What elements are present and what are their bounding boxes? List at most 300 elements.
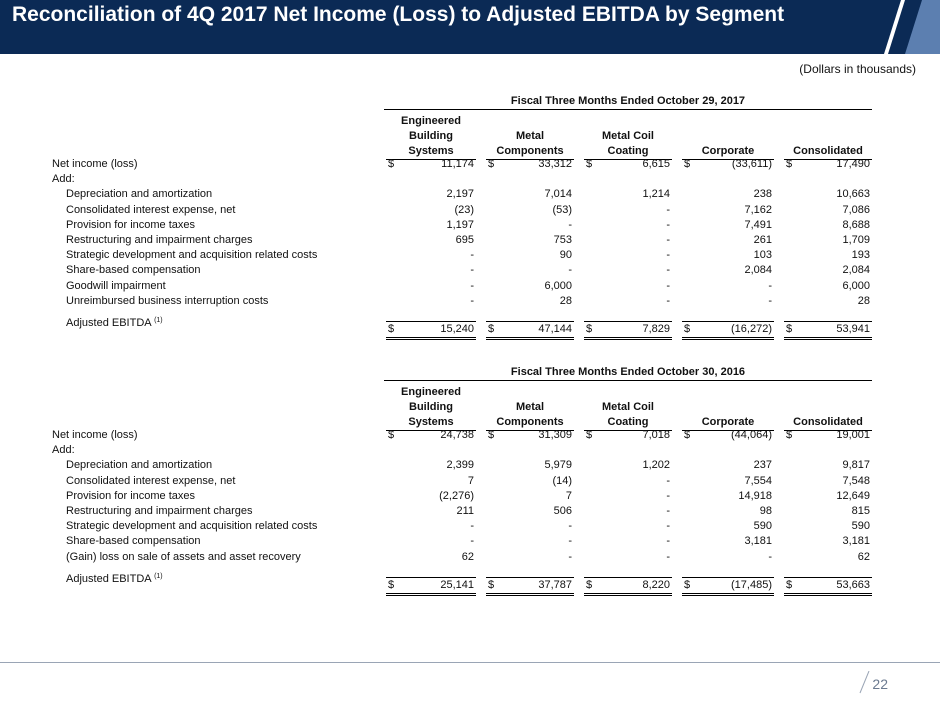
cell-value: - <box>666 489 670 502</box>
value-cell <box>386 279 476 294</box>
total-row <box>0 572 940 592</box>
column-header <box>486 386 574 431</box>
row-label: Net income (loss) <box>52 158 138 170</box>
cell-value: - <box>768 294 772 307</box>
cell-value: 1,202 <box>642 459 670 472</box>
value-cell <box>486 428 574 443</box>
cell-value: 1,197 <box>446 218 474 231</box>
cell-value: 815 <box>851 505 870 517</box>
row-label: (Gain) loss on sale of assets and asset recovery <box>66 550 301 563</box>
cell-value: 261 <box>753 234 772 246</box>
total-value: 53,941 <box>836 323 870 335</box>
cell-value: 3,181 <box>842 535 870 548</box>
column-header-line: Consolidated <box>784 415 872 431</box>
value-cell <box>584 443 672 458</box>
cell-value: - <box>666 505 670 517</box>
column-header-line: Components <box>486 415 574 431</box>
footer-divider <box>0 662 940 663</box>
value-cell <box>386 489 476 504</box>
cell-value: 62 <box>461 550 474 563</box>
value-cell <box>386 474 476 489</box>
cell-value: (2,276) <box>439 489 474 502</box>
value-cell <box>386 428 476 443</box>
value-cell <box>486 203 574 218</box>
cell-value: 3,181 <box>744 535 772 548</box>
cell-value: 211 <box>456 505 474 517</box>
row-label: Goodwill impairment <box>66 279 166 292</box>
units-note: (Dollars in thousands) <box>799 62 916 76</box>
value-cell <box>682 172 774 187</box>
cell-value: 7 <box>467 474 474 487</box>
column-header-line: Metal Coil <box>602 130 654 142</box>
dollar-sign: $ <box>684 323 691 335</box>
value-cell <box>784 428 872 443</box>
value-cell <box>584 233 672 248</box>
value-cell <box>486 504 574 519</box>
table-row <box>0 187 940 202</box>
cell-value: - <box>768 279 772 292</box>
value-cell <box>784 218 872 233</box>
cell-value: 7,491 <box>744 218 772 231</box>
total-row <box>0 316 940 336</box>
cell-value: 6,615 <box>642 158 670 170</box>
cell-value: - <box>666 203 670 216</box>
cell-value: 17,490 <box>836 158 870 170</box>
cell-value: (14) <box>552 474 572 487</box>
column-header <box>486 115 574 160</box>
value-cell <box>486 474 574 489</box>
cell-value: - <box>666 218 670 231</box>
cell-value: 7,086 <box>842 203 870 216</box>
cell-value: - <box>568 264 572 277</box>
page-title: Reconciliation of 4Q 2017 Net Income (Loss) to Adjusted EBITDA by Segment <box>12 3 785 26</box>
value-cell <box>682 428 774 443</box>
cell-value: 5,979 <box>544 459 572 472</box>
cell-value: 506 <box>553 505 572 517</box>
table-row <box>0 458 940 473</box>
value-cell <box>584 263 672 278</box>
table-row <box>0 172 940 187</box>
header-decoration-icon <box>0 0 940 54</box>
cell-value: 6,000 <box>544 279 572 292</box>
value-cell <box>386 248 476 263</box>
cell-value: 12,649 <box>836 489 870 502</box>
column-header <box>584 386 672 431</box>
column-header-line: Coating <box>584 144 672 160</box>
dollar-sign: $ <box>388 429 395 441</box>
table-row <box>0 550 940 565</box>
cell-value: 9,817 <box>842 459 870 472</box>
cell-value: - <box>568 535 572 548</box>
cell-value: - <box>666 294 670 307</box>
cell-value: - <box>470 535 474 548</box>
value-cell <box>682 504 774 519</box>
value-cell <box>682 279 774 294</box>
value-cell <box>784 203 872 218</box>
value-cell <box>682 519 774 534</box>
value-cell <box>386 504 476 519</box>
row-label: Share-based compensation <box>66 535 201 548</box>
column-header-line: Metal <box>515 130 545 142</box>
dollar-sign: $ <box>586 429 593 441</box>
total-label <box>66 572 163 587</box>
cell-value: 695 <box>455 234 474 246</box>
cell-value: 10,663 <box>836 188 870 201</box>
value-cell <box>784 294 872 309</box>
cell-value: 237 <box>753 459 772 472</box>
value-cell <box>682 187 774 202</box>
total-cell <box>584 321 672 340</box>
dollar-sign: $ <box>684 158 691 170</box>
cell-value: - <box>568 218 572 231</box>
value-cell <box>584 157 672 172</box>
cell-value: - <box>568 550 572 563</box>
value-cell <box>682 203 774 218</box>
cell-value: 11,174 <box>441 158 474 170</box>
cell-value: - <box>666 474 670 487</box>
value-cell <box>486 157 574 172</box>
value-cell <box>386 187 476 202</box>
row-label: Unreimbursed business interruption costs <box>66 294 269 307</box>
value-cell <box>784 172 872 187</box>
cell-value: 62 <box>857 550 870 563</box>
value-cell <box>486 263 574 278</box>
cell-value: 7,548 <box>842 474 870 487</box>
total-value: 15,240 <box>440 323 474 335</box>
value-cell <box>486 172 574 187</box>
cell-value: 7,162 <box>744 203 772 216</box>
value-cell <box>784 489 872 504</box>
column-header <box>682 386 774 431</box>
value-cell <box>682 550 774 565</box>
table-row <box>0 428 940 443</box>
value-cell <box>386 263 476 278</box>
cell-value: 1,214 <box>642 188 670 201</box>
cell-value: 28 <box>559 294 572 307</box>
value-cell <box>584 519 672 534</box>
period-header: Fiscal Three Months Ended October 29, 2017 <box>384 95 872 110</box>
value-cell <box>386 218 476 233</box>
total-value: 8,220 <box>642 578 670 591</box>
total-value: 37,787 <box>538 578 572 591</box>
column-header <box>784 115 872 160</box>
total-value: (16,272) <box>731 323 772 335</box>
cell-value: - <box>470 279 474 292</box>
dollar-sign: $ <box>786 323 793 335</box>
table-row <box>0 489 940 504</box>
value-cell <box>486 279 574 294</box>
cell-value: 7,018 <box>642 429 670 441</box>
value-cell <box>584 218 672 233</box>
page-slash-icon <box>858 671 870 695</box>
row-label: Share-based compensation <box>66 264 201 277</box>
value-cell <box>682 218 774 233</box>
value-cell <box>486 233 574 248</box>
dollar-sign: $ <box>388 578 395 591</box>
column-header-line: Systems <box>386 415 476 431</box>
table-row <box>0 534 940 549</box>
row-label: Net income (loss) <box>52 429 138 441</box>
value-cell <box>682 157 774 172</box>
cell-value: 590 <box>753 520 772 533</box>
total-cell <box>682 577 774 596</box>
value-cell <box>386 443 476 458</box>
dollar-sign: $ <box>684 429 691 441</box>
cell-value: - <box>666 264 670 277</box>
cell-value: 103 <box>753 249 772 262</box>
dollar-sign: $ <box>586 578 593 591</box>
row-label: Provision for income taxes <box>66 489 195 502</box>
total-cell <box>682 321 774 340</box>
table-row <box>0 504 940 519</box>
value-cell <box>486 550 574 565</box>
footnote-marker: (1) <box>154 572 163 580</box>
value-cell <box>784 233 872 248</box>
value-cell <box>584 203 672 218</box>
table-row <box>0 294 940 309</box>
value-cell <box>784 504 872 519</box>
value-cell <box>486 458 574 473</box>
table-row <box>0 203 940 218</box>
value-cell <box>584 294 672 309</box>
value-cell <box>682 248 774 263</box>
dollar-sign: $ <box>488 323 495 335</box>
total-cell <box>784 577 872 596</box>
total-value: (17,485) <box>731 578 772 591</box>
cell-value: - <box>470 264 474 277</box>
cell-value: - <box>768 550 772 563</box>
cell-value: 8,688 <box>842 218 870 231</box>
total-value: 7,829 <box>642 323 670 335</box>
value-cell <box>784 458 872 473</box>
cell-value: 238 <box>753 188 772 201</box>
cell-value: 2,084 <box>744 264 772 277</box>
value-cell <box>682 443 774 458</box>
column-header-line: Corporate <box>682 415 774 431</box>
value-cell <box>584 534 672 549</box>
column-header-line: Engineered <box>401 115 461 127</box>
column-header-line: Components <box>486 144 574 160</box>
value-cell <box>486 187 574 202</box>
column-header-line: Building <box>409 401 453 413</box>
period-header: Fiscal Three Months Ended October 30, 2016 <box>384 366 872 381</box>
value-cell <box>584 428 672 443</box>
table-row <box>0 157 940 172</box>
cell-value: 28 <box>857 294 870 307</box>
cell-value: 7,014 <box>544 188 572 201</box>
cell-value: - <box>666 520 670 533</box>
value-cell <box>584 504 672 519</box>
cell-value: 2,084 <box>842 264 870 277</box>
column-header <box>386 115 476 160</box>
value-cell <box>682 534 774 549</box>
value-cell <box>784 550 872 565</box>
value-cell <box>584 187 672 202</box>
cell-value: 33,312 <box>538 158 572 170</box>
cell-value: 1,709 <box>842 234 870 246</box>
cell-value: 193 <box>851 249 870 262</box>
total-cell <box>486 577 574 596</box>
value-cell <box>682 294 774 309</box>
table-row <box>0 233 940 248</box>
value-cell <box>784 474 872 489</box>
cell-value: (33,611) <box>731 158 772 170</box>
column-header <box>784 386 872 431</box>
table-row <box>0 218 940 233</box>
cell-value: (23) <box>454 203 474 216</box>
cell-value: 7,554 <box>744 474 772 487</box>
cell-value: - <box>666 535 670 548</box>
total-label-text: Adjusted EBITDA <box>66 572 151 585</box>
value-cell <box>386 203 476 218</box>
value-cell <box>584 172 672 187</box>
total-cell <box>584 577 672 596</box>
column-header-line: Building <box>409 130 453 142</box>
row-label: Restructuring and impairment charges <box>66 234 253 246</box>
value-cell <box>784 534 872 549</box>
table-row <box>0 474 940 489</box>
value-cell <box>386 550 476 565</box>
column-header-line: Metal Coil <box>602 401 654 413</box>
value-cell <box>584 248 672 263</box>
dollar-sign: $ <box>488 429 495 441</box>
total-value: 47,144 <box>538 323 572 335</box>
value-cell <box>386 519 476 534</box>
row-label: Depreciation and amortization <box>66 459 213 472</box>
value-cell <box>584 279 672 294</box>
column-header-line: Metal <box>515 401 545 413</box>
value-cell <box>682 489 774 504</box>
value-cell <box>486 489 574 504</box>
row-label: Restructuring and impairment charges <box>66 505 253 517</box>
cell-value: - <box>666 550 670 563</box>
total-value: 25,141 <box>440 578 474 591</box>
row-label: Provision for income taxes <box>66 218 195 231</box>
dollar-sign: $ <box>786 158 793 170</box>
row-label: Consolidated interest expense, net <box>66 203 236 216</box>
total-label <box>66 316 163 331</box>
row-label: Consolidated interest expense, net <box>66 474 236 487</box>
value-cell <box>784 263 872 278</box>
value-cell <box>486 294 574 309</box>
value-cell <box>784 187 872 202</box>
column-header-line: Consolidated <box>784 144 872 160</box>
value-cell <box>386 534 476 549</box>
value-cell <box>584 489 672 504</box>
cell-value: - <box>470 520 474 533</box>
cell-value: - <box>470 294 474 307</box>
value-cell <box>784 157 872 172</box>
total-cell <box>784 321 872 340</box>
value-cell <box>682 233 774 248</box>
column-header <box>386 386 476 431</box>
cell-value: (44,064) <box>731 429 772 441</box>
cell-value: 14,918 <box>738 489 772 502</box>
table-row <box>0 443 940 458</box>
total-cell <box>386 321 476 340</box>
row-label: Strategic development and acquisition related costs <box>66 249 318 262</box>
cell-value: 7 <box>565 489 572 502</box>
total-cell <box>486 321 574 340</box>
cell-value: 98 <box>759 505 772 517</box>
table-row <box>0 263 940 278</box>
value-cell <box>486 519 574 534</box>
total-value: 53,663 <box>836 578 870 591</box>
dollar-sign: $ <box>786 578 793 591</box>
title-bar <box>0 0 940 54</box>
cell-value: 6,000 <box>842 279 870 292</box>
footnote-marker: (1) <box>154 317 163 324</box>
cell-value: 590 <box>851 520 870 533</box>
dollar-sign: $ <box>684 578 691 591</box>
row-label: Add: <box>52 173 75 186</box>
cell-value: 31,309 <box>538 429 572 441</box>
column-header-line: Systems <box>386 144 476 160</box>
row-label: Add: <box>52 444 75 457</box>
value-cell <box>386 233 476 248</box>
row-label: Strategic development and acquisition related costs <box>66 520 318 533</box>
value-cell <box>584 458 672 473</box>
value-cell <box>784 519 872 534</box>
cell-value: 2,197 <box>446 188 474 201</box>
value-cell <box>486 443 574 458</box>
value-cell <box>486 534 574 549</box>
value-cell <box>784 248 872 263</box>
dollar-sign: $ <box>388 323 395 335</box>
table-row <box>0 519 940 534</box>
column-header-line: Engineered <box>401 386 461 398</box>
column-header-line: Coating <box>584 415 672 431</box>
value-cell <box>386 294 476 309</box>
row-label: Depreciation and amortization <box>66 188 213 201</box>
value-cell <box>486 218 574 233</box>
page-number: 22 <box>872 676 888 692</box>
column-header-line: Corporate <box>682 144 774 160</box>
value-cell <box>682 474 774 489</box>
value-cell <box>486 248 574 263</box>
cell-value: 24,738 <box>440 429 474 441</box>
column-header <box>584 115 672 160</box>
dollar-sign: $ <box>388 158 395 170</box>
value-cell <box>784 279 872 294</box>
cell-value: - <box>666 279 670 292</box>
dollar-sign: $ <box>488 578 495 591</box>
cell-value: 90 <box>559 249 572 262</box>
dollar-sign: $ <box>488 158 495 170</box>
value-cell <box>386 172 476 187</box>
cell-value: 2,399 <box>446 459 474 472</box>
cell-value: 19,001 <box>836 429 870 441</box>
cell-value: - <box>568 520 572 533</box>
dollar-sign: $ <box>786 429 793 441</box>
value-cell <box>584 550 672 565</box>
value-cell <box>784 443 872 458</box>
value-cell <box>386 458 476 473</box>
table-row <box>0 279 940 294</box>
cell-value: - <box>666 234 670 246</box>
column-header <box>682 115 774 160</box>
value-cell <box>682 263 774 278</box>
total-cell <box>386 577 476 596</box>
value-cell <box>386 157 476 172</box>
dollar-sign: $ <box>586 158 593 170</box>
total-label-text: Adjusted EBITDA <box>66 317 151 329</box>
value-cell <box>584 474 672 489</box>
dollar-sign: $ <box>586 323 593 335</box>
cell-value: (53) <box>552 203 572 216</box>
value-cell <box>682 458 774 473</box>
table-row <box>0 248 940 263</box>
